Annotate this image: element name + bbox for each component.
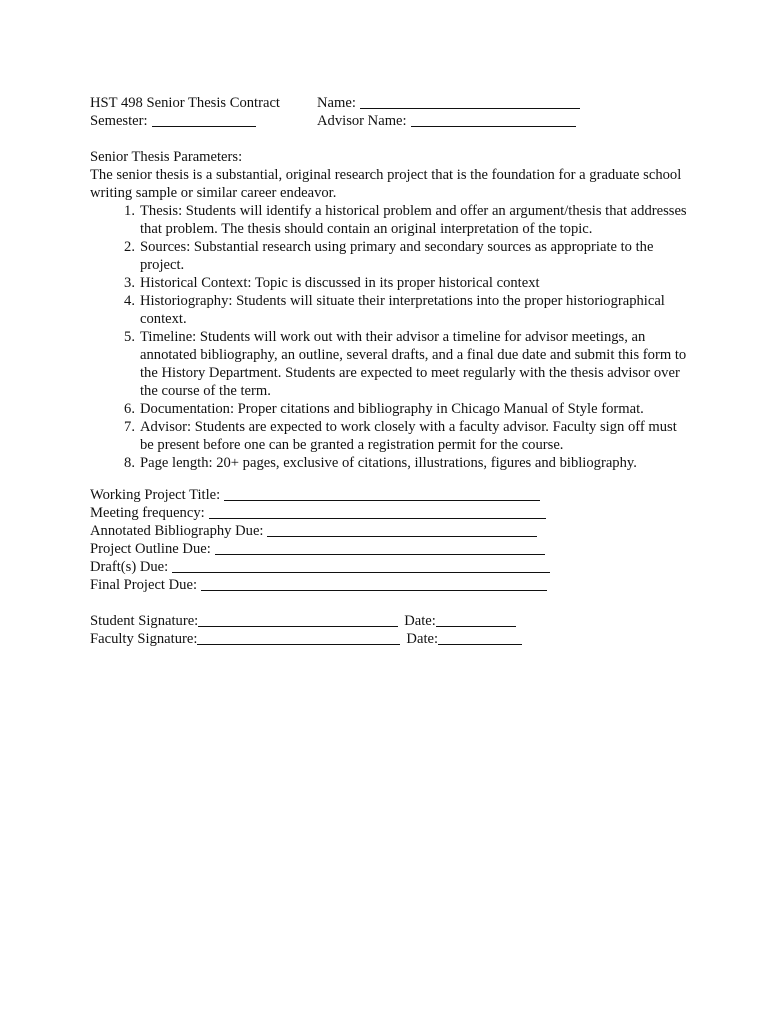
name-field[interactable] [360,94,580,109]
drafts-row [90,558,690,576]
parameter-item: 4. Historiography: Students will situate their interpretations into the proper historiographical context. [124,293,665,327]
student-signature-label: Student Signature: [90,613,199,629]
final-field[interactable] [201,576,547,591]
parameter-item: 8. Page length: 20+ pages, exclusive of citations, illustrations, figures and bibliography. [124,455,637,471]
parameter-item: 7. Advisor: Students are expected to work closely with a faculty advisor. Faculty sign off must be present before one can be granted a registration permit for the course. [124,419,677,453]
name-label: Name: [317,95,356,111]
drafts-field[interactable] [172,558,550,573]
parameter-item: 2. Sources: Substantial research using primary and secondary sources as appropriate to the project. [124,239,654,273]
working-title-row [90,486,690,504]
annotated-bib-label: Annotated Bibliography Due: [90,523,264,539]
student-date-field[interactable] [436,612,516,627]
faculty-date-label: Date: [406,631,439,647]
final-row [90,576,690,594]
faculty-signature-row [90,630,690,648]
student-signature-field[interactable] [198,612,398,627]
parameter-item: 3. Historical Context: Topic is discussed in its proper historical context [124,275,540,291]
student-signature-row [90,612,690,630]
signatures-section [90,612,690,648]
header-row-2 [90,112,610,130]
meeting-frequency-field[interactable] [209,504,546,519]
semester-field[interactable] [152,112,256,127]
working-title-field[interactable] [224,486,540,501]
outline-field[interactable] [215,540,545,555]
contract-header [90,94,610,130]
outline-row [90,540,690,558]
working-title-label: Working Project Title: [90,487,221,503]
meeting-frequency-row [90,504,690,522]
parameters-list [90,202,690,472]
drafts-label: Draft(s) Due: [90,559,169,575]
project-fields [90,486,690,594]
faculty-signature-field[interactable] [197,630,400,645]
course-title: HST 498 Senior Thesis Contract [90,95,280,111]
parameters-section [90,148,690,472]
student-date-label: Date: [404,613,436,629]
parameters-intro: The senior thesis is a substantial, original research project that is the foundation for a graduate school writing sample or similar career endeavor. [90,167,682,201]
parameter-item: 5. Timeline: Students will work out with their advisor a timeline for advisor meetings, an annotated bibliography, an outline, several drafts, and a final due date and submit this form to the History Department. Students are expected to meet regularly with the thesis advisor over the course of the term. [124,329,687,399]
parameters-title: Senior Thesis Parameters: [90,149,243,165]
faculty-date-field[interactable] [438,630,522,645]
semester-label: Semester: [90,113,148,129]
parameter-item: 6. Documentation: Proper citations and bibliography in Chicago Manual of Style format. [124,401,644,417]
meeting-frequency-label: Meeting frequency: [90,505,205,521]
outline-label: Project Outline Due: [90,541,211,557]
annotated-bib-row [90,522,690,540]
advisor-field[interactable] [411,112,576,127]
annotated-bib-field[interactable] [267,522,537,537]
final-label: Final Project Due: [90,577,198,593]
faculty-signature-label: Faculty Signature: [90,631,198,647]
advisor-label: Advisor Name: [317,113,407,129]
header-row-1 [90,94,610,112]
parameter-item: 1. Thesis: Students will identify a historical problem and offer an argument/thesis that addresses that problem. The thesis should contain an original interpretation of the topic. [124,203,687,237]
